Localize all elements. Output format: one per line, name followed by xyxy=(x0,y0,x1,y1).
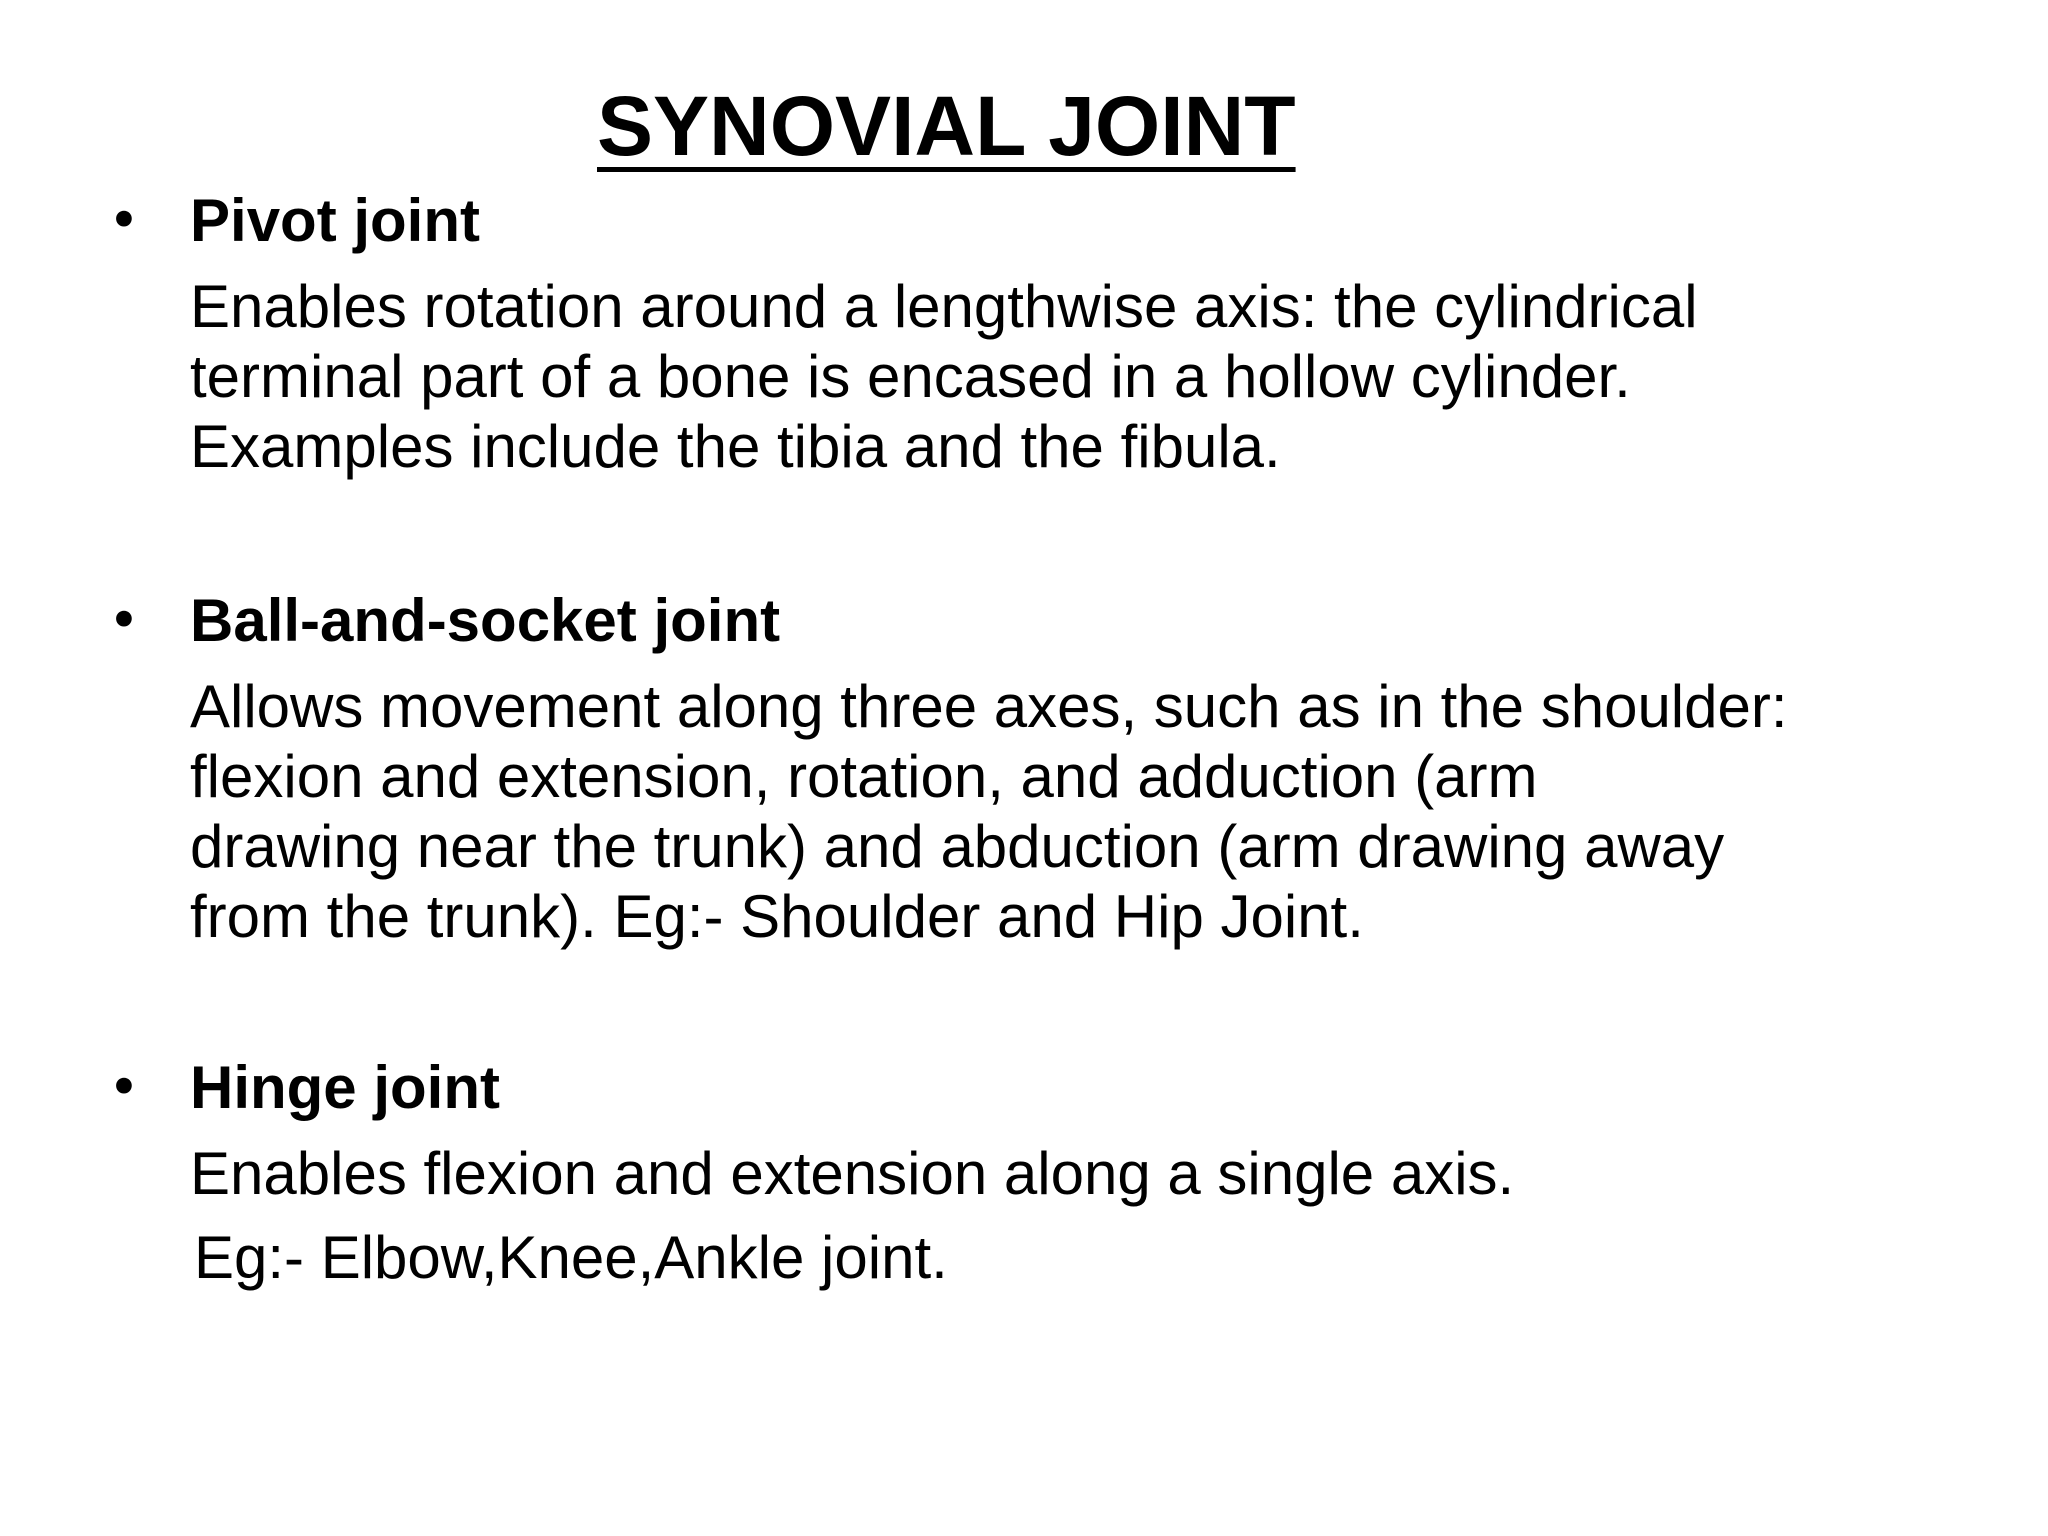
section-description xyxy=(190,672,1950,952)
section-example: Eg:- Elbow,Knee,Ankle joint. xyxy=(194,1224,948,1291)
section-heading: Hinge joint xyxy=(190,1054,500,1121)
bullet-icon: • xyxy=(108,1056,140,1119)
description-line: terminal part of a bone is encased in a hollow cylinder. xyxy=(190,343,1631,410)
section-description xyxy=(190,1139,1950,1209)
description-line: Examples include the tibia and the fibula. xyxy=(190,413,1281,480)
description-line: Enables flexion and extension along a single axis. xyxy=(190,1140,1515,1207)
description-line: flexion and extension, rotation, and adduction (arm xyxy=(190,743,1538,810)
description-line: from the trunk). Eg:- Shoulder and Hip Joint. xyxy=(190,883,1364,950)
slide-title: SYNOVIAL JOINT xyxy=(597,79,1296,173)
description-line: Enables rotation around a lengthwise axis: the cylindrical xyxy=(190,273,1698,340)
description-line: drawing near the trunk) and abduction (arm drawing away xyxy=(190,813,1725,880)
bullet-icon: • xyxy=(108,189,140,252)
bullet-icon: • xyxy=(108,589,140,652)
section-heading: Pivot joint xyxy=(190,187,480,254)
section-heading: Ball-and-socket joint xyxy=(190,587,781,654)
section-description xyxy=(190,272,1950,482)
description-line: Allows movement along three axes, such as in the shoulder: xyxy=(190,673,1788,740)
